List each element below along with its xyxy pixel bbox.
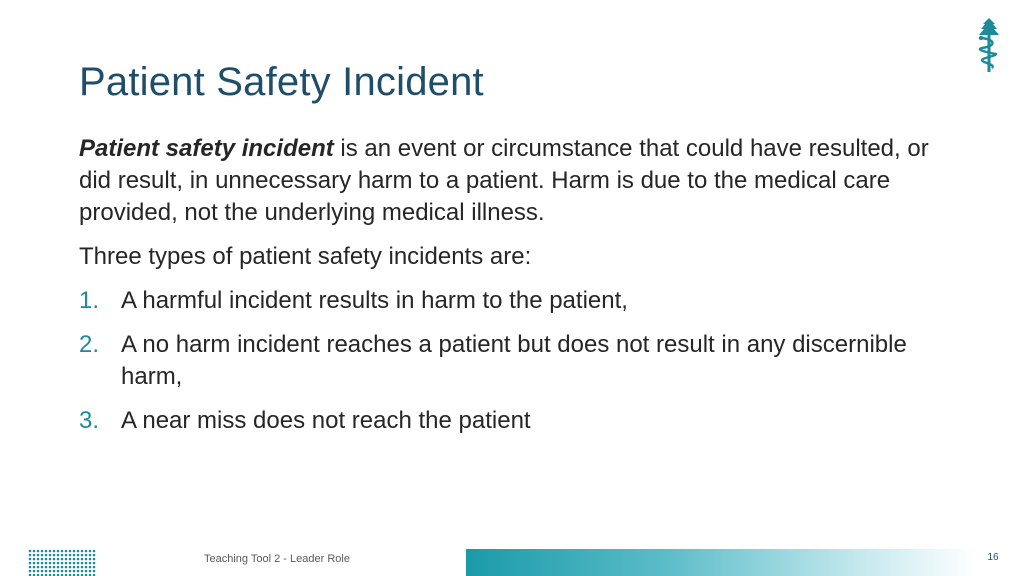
caduceus-tree-logo-icon	[974, 16, 1004, 74]
pattern-dot	[81, 570, 84, 573]
pattern-dot	[77, 566, 80, 569]
pattern-dot	[89, 554, 92, 557]
pattern-dot	[93, 570, 96, 573]
pattern-dot	[81, 566, 84, 569]
pattern-dot	[41, 550, 44, 553]
pattern-dot	[53, 566, 56, 569]
pattern-dot	[57, 558, 60, 561]
pattern-dot	[61, 554, 64, 557]
pattern-dot	[53, 554, 56, 557]
list-item-text: A near miss does not reach the patient	[121, 407, 531, 434]
pattern-dot	[77, 570, 80, 573]
pattern-dot	[29, 554, 32, 557]
pattern-dot	[45, 554, 48, 557]
list-item	[79, 285, 959, 317]
pattern-dot	[53, 558, 56, 561]
pattern-dot	[33, 558, 36, 561]
definition-text: is an event or circumstance that could have resulted, or did result, in unnecessary harm to a patient. Harm is due to the medical care provided, not the underlying medical illness.	[79, 135, 929, 226]
pattern-dot	[65, 558, 68, 561]
pattern-dot	[49, 562, 52, 565]
pattern-dot	[65, 566, 68, 569]
pattern-dot	[45, 570, 48, 573]
pattern-dot	[85, 550, 88, 553]
pattern-dot	[65, 570, 68, 573]
list-item-number: 2.	[79, 331, 100, 358]
pattern-dot	[49, 558, 52, 561]
pattern-dot	[73, 554, 76, 557]
pattern-dot	[85, 566, 88, 569]
slide-title: Patient Safety Incident	[79, 60, 484, 104]
pattern-dot	[77, 550, 80, 553]
pattern-dot	[73, 558, 76, 561]
definition-term: Patient safety incident	[79, 135, 334, 162]
list-item-number: 1.	[79, 287, 100, 314]
page-number: 16	[987, 552, 999, 563]
pattern-dot	[33, 550, 36, 553]
pattern-dot	[57, 550, 60, 553]
pattern-dot	[81, 558, 84, 561]
pattern-dot	[41, 554, 44, 557]
pattern-dot	[33, 570, 36, 573]
pattern-dot	[89, 550, 92, 553]
pattern-dot	[93, 550, 96, 553]
pattern-dot	[85, 554, 88, 557]
pattern-dot	[41, 570, 44, 573]
pattern-dot	[81, 550, 84, 553]
pattern-dot	[37, 570, 40, 573]
definition-paragraph	[79, 133, 959, 229]
pattern-dot	[89, 558, 92, 561]
pattern-dot	[61, 562, 64, 565]
pattern-dot	[49, 570, 52, 573]
pattern-dot	[73, 550, 76, 553]
pattern-dot	[41, 566, 44, 569]
pattern-dot	[65, 550, 68, 553]
pattern-dot	[29, 558, 32, 561]
list-item	[79, 329, 959, 393]
pattern-dot	[37, 550, 40, 553]
slide-body	[79, 133, 959, 449]
pattern-dot	[49, 554, 52, 557]
pattern-dot	[61, 570, 64, 573]
pattern-dot	[77, 554, 80, 557]
list-item	[79, 405, 959, 437]
pattern-dot	[37, 558, 40, 561]
pattern-dot	[45, 558, 48, 561]
list-item-number: 3.	[79, 407, 100, 434]
pattern-dot	[41, 558, 44, 561]
pattern-dot	[81, 554, 84, 557]
pattern-dot	[61, 550, 64, 553]
pattern-dot	[33, 562, 36, 565]
incident-types-list	[79, 285, 959, 437]
pattern-dot	[69, 566, 72, 569]
pattern-dot	[53, 570, 56, 573]
pattern-dot	[29, 550, 32, 553]
pattern-dot	[93, 558, 96, 561]
pattern-dot	[57, 570, 60, 573]
pattern-dot	[29, 566, 32, 569]
pattern-dot	[93, 562, 96, 565]
pattern-dot	[49, 566, 52, 569]
pattern-dot	[93, 554, 96, 557]
pattern-dot	[85, 570, 88, 573]
pattern-dot	[37, 562, 40, 565]
pattern-dot	[85, 558, 88, 561]
pattern-dot	[77, 562, 80, 565]
pattern-dot	[57, 566, 60, 569]
dot-grid-icon	[28, 549, 96, 576]
pattern-dot	[37, 566, 40, 569]
list-item-text: A no harm incident reaches a patient but does not result in any discernible harm,	[121, 331, 907, 390]
pattern-dot	[61, 558, 64, 561]
pattern-dot	[41, 562, 44, 565]
pattern-dot	[49, 550, 52, 553]
pattern-dot	[65, 554, 68, 557]
pattern-dot	[65, 562, 68, 565]
pattern-dot	[69, 558, 72, 561]
pattern-dot	[73, 562, 76, 565]
pattern-dot	[29, 562, 32, 565]
pattern-dot	[53, 562, 56, 565]
pattern-dot	[93, 566, 96, 569]
pattern-dot	[37, 554, 40, 557]
pattern-dot	[69, 554, 72, 557]
pattern-dot	[57, 562, 60, 565]
pattern-dot	[33, 566, 36, 569]
footer-label: Teaching Tool 2 - Leader Role	[204, 553, 350, 565]
pattern-dot	[89, 570, 92, 573]
pattern-dot	[33, 554, 36, 557]
pattern-dot	[69, 570, 72, 573]
pattern-dot	[53, 550, 56, 553]
list-item-text: A harmful incident results in harm to the patient,	[121, 287, 628, 314]
pattern-dot	[73, 566, 76, 569]
pattern-dot	[69, 550, 72, 553]
footer-gradient-bar	[466, 549, 976, 576]
pattern-dot	[77, 558, 80, 561]
pattern-dot	[69, 562, 72, 565]
pattern-dot	[85, 562, 88, 565]
pattern-dot	[73, 570, 76, 573]
pattern-dot	[81, 562, 84, 565]
pattern-dot	[45, 550, 48, 553]
pattern-dot	[89, 562, 92, 565]
pattern-dot	[29, 570, 32, 573]
pattern-dot	[45, 562, 48, 565]
pattern-dot	[45, 566, 48, 569]
list-intro: Three types of patient safety incidents are:	[79, 243, 532, 270]
pattern-dot	[89, 566, 92, 569]
pattern-dot	[57, 554, 60, 557]
pattern-dot	[61, 566, 64, 569]
